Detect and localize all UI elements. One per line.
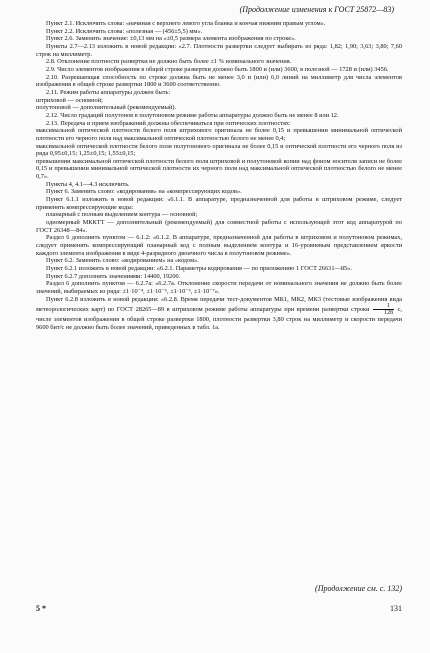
paragraph: 2.11. Режим работы аппаратуры должен быть: <box>46 88 171 96</box>
fraction-numerator: 1 <box>373 303 394 310</box>
paragraph: Пункт 6. Заменить слово: «кодирования» на «компрессирующих кодов». <box>46 188 242 196</box>
paragraph-text: с, числе элементов изображения в общей строке развертки 1800, плотности развертки 3,80 строк на миллиметр и скорости передачи 9600 бит/с не должно быть более значений, приведенных в табл. 1а. <box>36 306 402 331</box>
fraction <box>373 303 394 316</box>
paragraph: штриховой — основной; <box>36 96 103 104</box>
paragraph: Пункты 4, 4.1—4.3 исключить. <box>46 180 130 188</box>
paragraph: Пункт 6.2.1 изложить в новой редакции: «6.2.1. Параметры кодирования — по приложению 1 ГОСТ 26631—85». <box>46 265 352 272</box>
paragraph: 2.12. Число градаций полутонов в полутоновом режиме работы аппаратуры должно быть не менее 8 или 12. <box>46 111 339 119</box>
paragraph: превышении максимальной оптической плотности белого поля штриховой и полутоновой копии над фоном носителя записи не более 0,15 и превышении минимальной оптической плотности их черного поля над максимальной оптической плотностью белого не менее 0,7». <box>36 157 402 181</box>
paragraph: Раздел 6 дополнить пунктом — 6.2.7а: «6.2.7а. Отклонение скорости передачи от номинального значения не должно быть более значений, выбираемых из ряда: ±1·10⁻⁴, ±1·10⁻⁵, ±1·10⁻⁶, ±1·10⁻⁷». <box>36 280 402 295</box>
paragraph: 2.8. Отклонение плотности развертки не должно быть более ±1 % номинального значения. <box>46 58 292 66</box>
paragraph-6-2-8 <box>36 296 402 332</box>
continuation-note: (Продолжение см. с. 132) <box>315 584 402 593</box>
paragraph: планарный с полным выделением контура — основной; <box>46 211 198 219</box>
paragraph: Пункт 6.1.1 изложить в новой редакции: «6.1.1. В аппаратуре, предназначенной для работы в штриховом режиме, следует применять компрессирующие коды: <box>36 196 402 211</box>
document-body <box>36 20 402 332</box>
signature-mark: 5 * <box>36 604 46 613</box>
fraction-denominator: 128 <box>384 310 394 317</box>
paragraph: 2.10. Разрешающая способность по строке должна быть не менее 3,0 и (или) 6,0 линий на миллиметр для числа элементов изображения в общей строке развертки 1800 и 3600 соответственно. <box>36 73 402 89</box>
paragraph: Пункт 2.1. Исключить слова: «начиная с верхнего левого угла бланка и кончая нижним правым углом». <box>46 20 326 27</box>
paragraph-text: Пункт 6.2.8 изложить в новой редакции: «6.2.8. Время передачи тест-документов МК1, МК2, МК3 (тестовые изображения вида метеорологических карт) по ГОСТ 28265—89 в штриховом режиме работы аппаратуры при времени развертки строки <box>36 295 402 314</box>
paragraph: Пункт 2.2. Исключить слова: «полезная — (456±5,5) мм». <box>46 27 203 35</box>
paragraph: максимальной оптической плотности белого поля штрихового оригинала не более 0,15 и превышении минимальной оптической плотности его черного поля над максимальной оптической плотностью белого не менее 0,4; <box>36 127 402 142</box>
paragraph: Пункты 2.7—2.13 изложить в новой редакции: «2.7. Плотности развертки следует выбирать из ряда: 1,82; 1,90; 3,63; 3,80; 7,60 строк на миллиметр. <box>36 42 402 58</box>
paragraph: полутоновой — дополнительный (рекомендуемый). <box>36 104 177 112</box>
paragraph: максимальной оптической плотности белого поля полутонового оригинала не более 0,15 и оптической плотности его черного поля из ряда 0,95±0,15; 1,25±0,15; 1,55±0,15; <box>36 142 402 158</box>
paragraph: Пункт 6.2.7 дополнить значениями: 14400, 19200. <box>46 272 181 280</box>
paragraph: одномерный МККТТ — дополнительный (рекомендуемый) для совместной работы с использующей этот код аппаратурой по ГОСТ 26348—84». <box>36 219 402 234</box>
paragraph: Пункт 6.2. Заменить слово: «кодированием» на «кодом». <box>46 257 199 265</box>
paragraph: 2.9. Число элементов изображения в общей строке развертки должно быть 1800 и (или) 3600, в полезной — 1728 и (или) 3456. <box>46 65 389 73</box>
paragraph: Пункт 2.6. Заменить значение: ±0,13 мм на «±0,5 размера элемента изображения по строке». <box>46 35 296 43</box>
paragraph: Раздел 6 дополнить пунктом — 6.1.2: «6.1.2. В аппаратуре, предназначенной для работы в штриховом и полутоновом режимах, следует применять компрессирующий планарный код с полным выделением контура и 16-уровневым представлением яркости каждого элемента изображения в виде 4-разрядного двоичного числа в полутоновом режиме». <box>36 234 402 257</box>
running-header: (Продолжение изменения к ГОСТ 25872—83) <box>239 5 394 14</box>
paragraph: 2.13. Передача и прием изображений должны обеспечиваться при оптических плотностях: <box>46 119 291 127</box>
page-number: 131 <box>390 604 402 613</box>
